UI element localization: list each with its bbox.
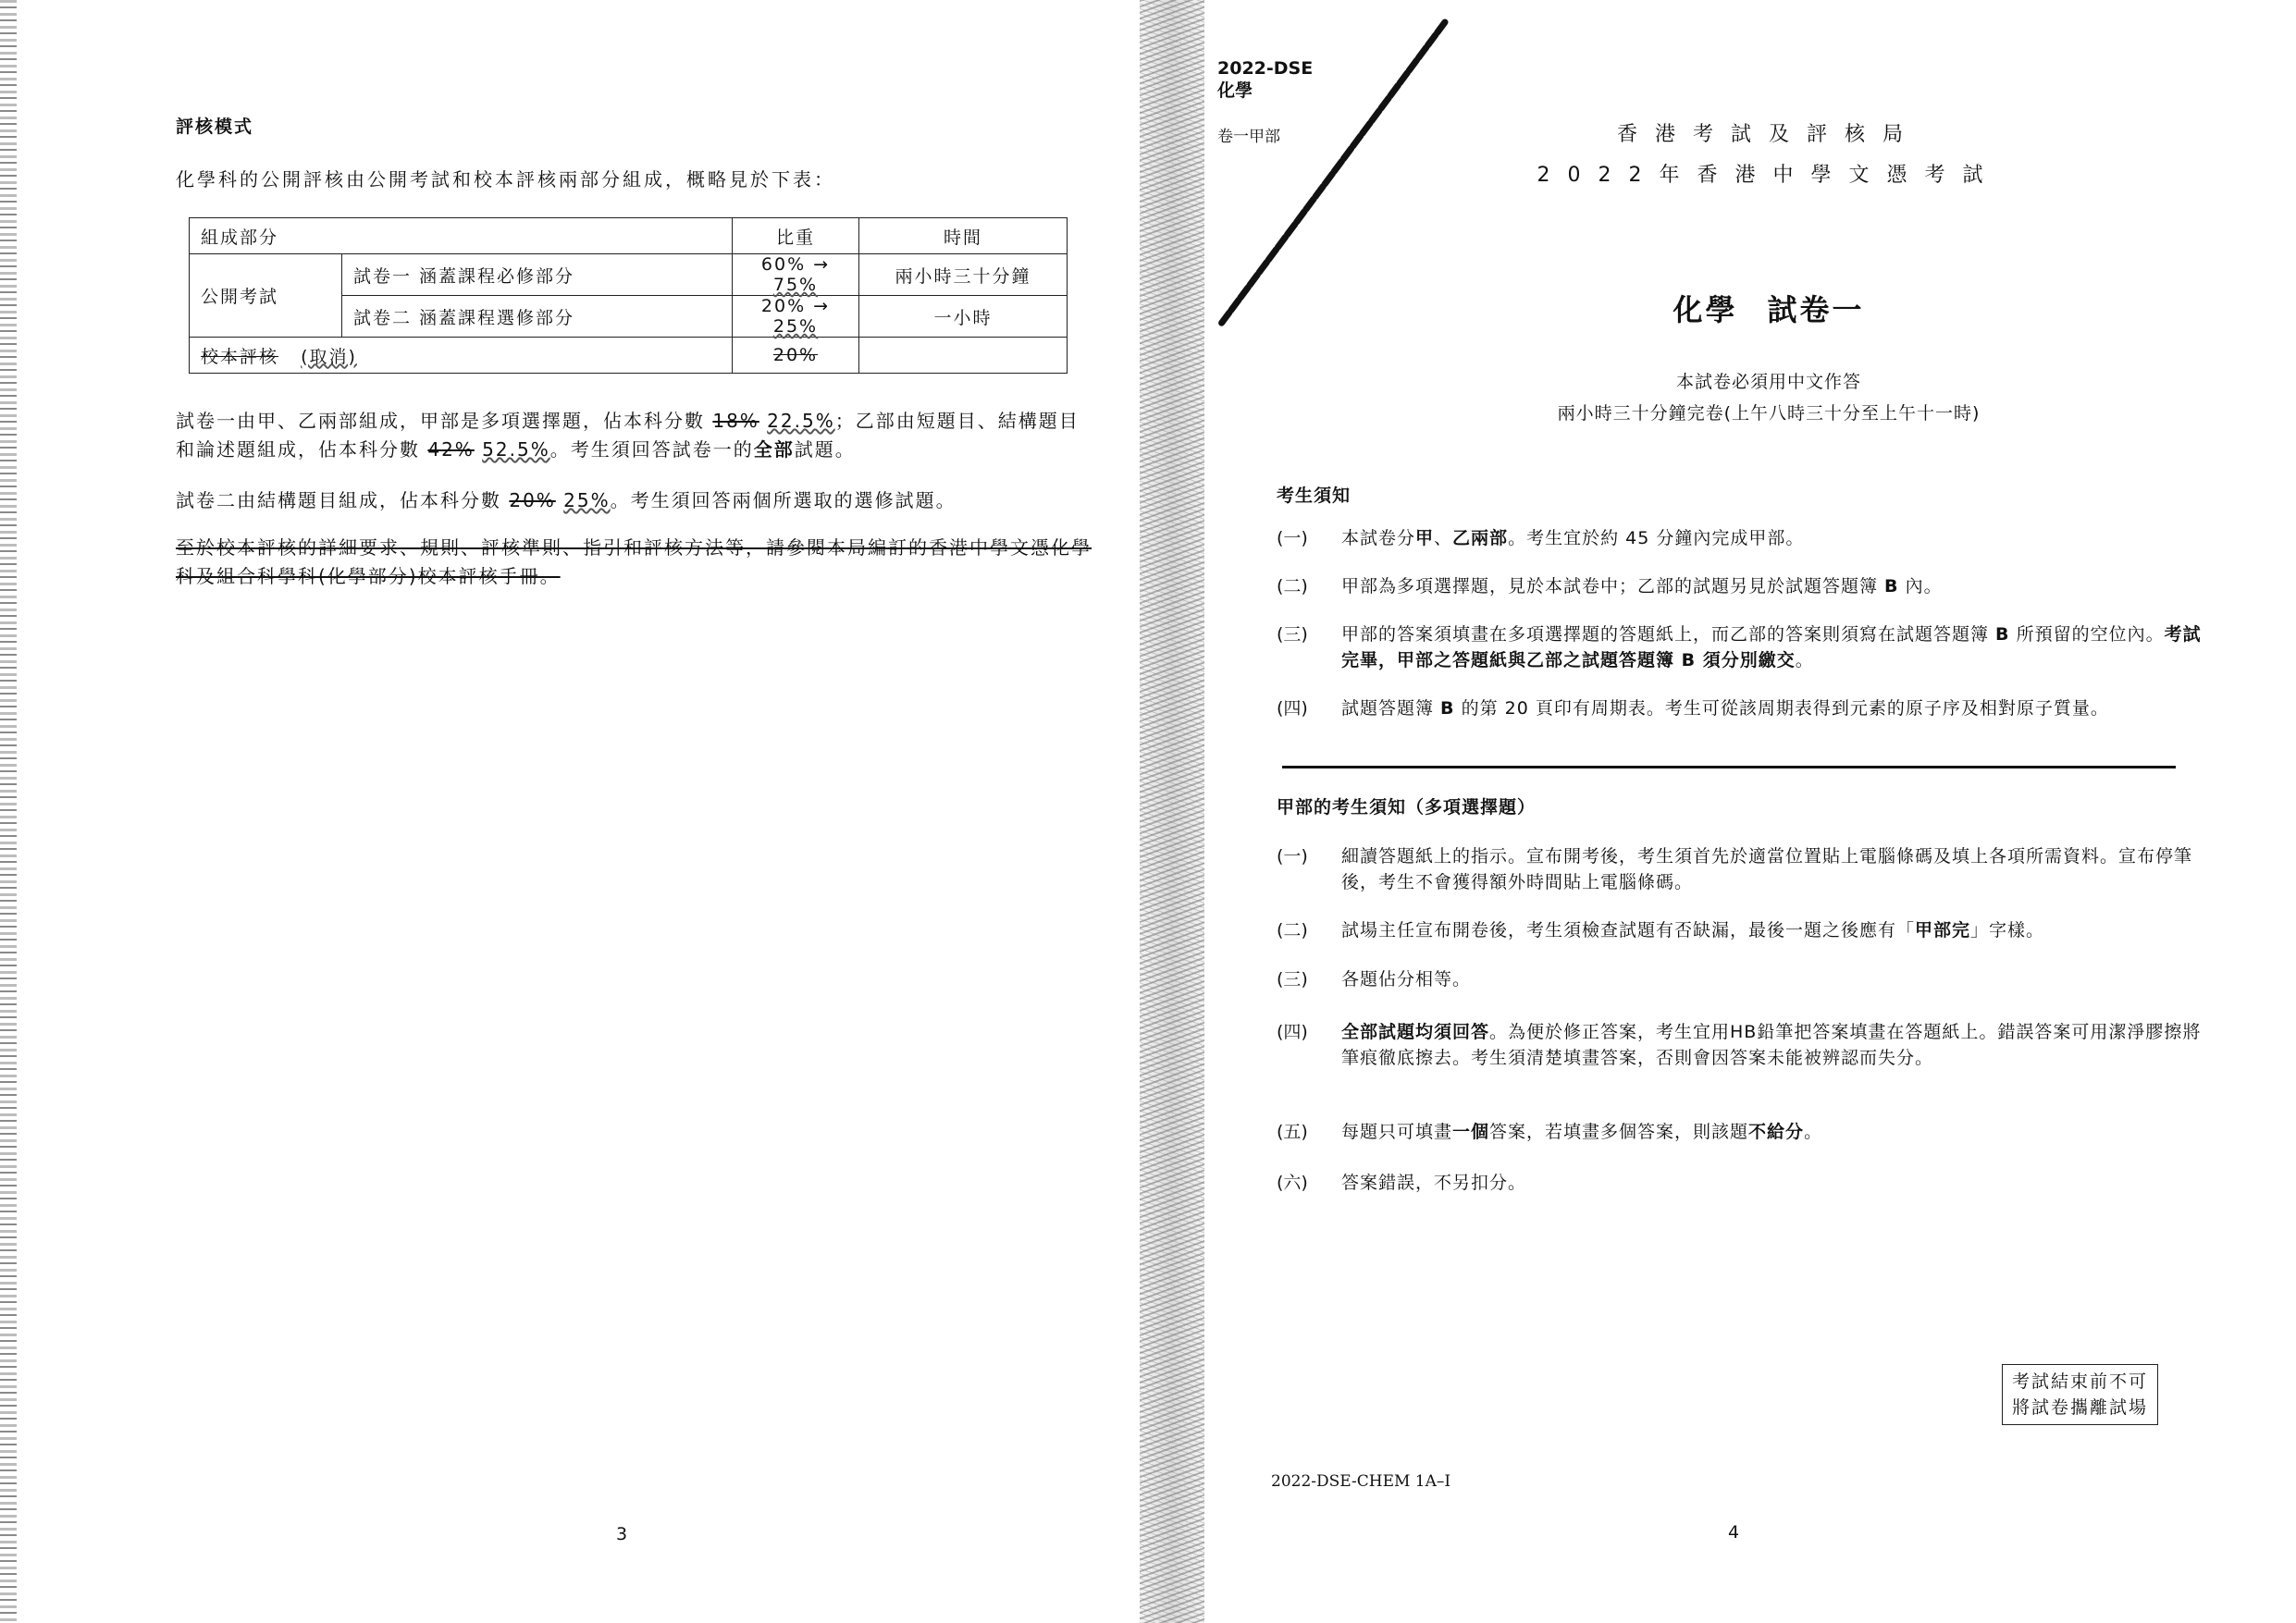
subject-name: 化學	[1673, 292, 1738, 327]
exam-code-block	[1217, 57, 1313, 102]
sba-cancelled: (取消)	[301, 346, 357, 367]
item-text-part: 試題答題簿	[1341, 698, 1441, 719]
authority-name: 香港考試及評核局	[1616, 123, 1920, 146]
right-page	[1204, 0, 2296, 1623]
list-item	[1277, 843, 2202, 895]
item-text-part: 內。	[1898, 576, 1943, 596]
item-text-part: 甲部為多項選擇題，見於本試卷中；乙部的試題另見於試題答題簿	[1341, 576, 1885, 596]
left-page	[17, 0, 1140, 1623]
header-time: 時間	[859, 218, 1068, 254]
para2-text-a: 試卷二由結構題目組成，佔本科分數	[176, 489, 501, 511]
public-exam-cell: 公開考試	[190, 254, 342, 338]
duration-note: 兩小時三十分鐘完卷(上午八時三十分至上午十一時)	[1557, 403, 1981, 424]
item-text-part: 試場主任宣布開卷後，考生須檢查試題有否缺漏，最後一題之後應有「	[1341, 920, 1916, 941]
language-note: 本試卷必須用中文作答	[1675, 372, 1861, 392]
sba-label: 校本評核	[201, 346, 279, 367]
item-text-bold: 甲	[1415, 528, 1435, 548]
para1-bold: 全部	[753, 438, 795, 461]
item-number: (四)	[1277, 698, 1308, 719]
sba-weight-cell	[733, 338, 859, 374]
item-text	[1341, 1019, 2202, 1071]
instructions-heading: 考生須知	[1277, 486, 1352, 506]
list-item	[1277, 966, 2202, 992]
paragraph-sba-struck: 至於校本評核的詳細要求、規則、評核準則、指引和評核方法等，請參閱本局編訂的香港中學文憑化學科及組合科學科(化學部分)校本評核手冊。	[176, 536, 1092, 587]
item-text-part: 各題佔分相等。	[1341, 969, 1472, 990]
para1-new-a: 22.5%	[767, 410, 835, 432]
footer-code: 2022-DSE-CHEM 1A–I	[1271, 1472, 1451, 1491]
item-text-bold: B	[1995, 624, 2010, 645]
item-number: (一)	[1277, 528, 1308, 548]
weight-new: 25%	[772, 316, 819, 337]
list-item	[1277, 573, 2202, 599]
item-text-bold: 全部試題均須回答	[1341, 1022, 1490, 1042]
para1-text-b: ；乙部由短題目、結構題目和論述題組成，佔本科分數	[176, 410, 1080, 461]
item-number: (三)	[1277, 624, 1308, 645]
item-text-bold: 一個	[1452, 1122, 1490, 1142]
paper2-weight: 20% → 25%	[733, 296, 859, 338]
item-text-bold: B	[1884, 576, 1899, 596]
item-number: (五)	[1277, 1122, 1308, 1142]
notice-box	[2002, 1364, 2158, 1425]
notice-line: 將試卷攜離試場	[2012, 1397, 2149, 1418]
item-text-part: 、	[1434, 528, 1453, 548]
item-text-part: 細讀答題紙上的指示。宣布開考後，考生須首先於適當位置貼上電腦條碼及填上各項所需資料。宣布停筆後，考生不會獲得額外時間貼上電腦條碼。	[1341, 846, 2193, 892]
paper1-cell: 試卷一 涵蓋課程必修部分	[342, 254, 733, 296]
sba-cell	[190, 338, 733, 374]
item-text-bold: 考試完畢，甲部之答題紙與乙部之試題答題簿 B 須分別繳交	[1341, 624, 2202, 670]
divider-rule	[1282, 766, 2176, 768]
item-text-part: 甲部的答案須填畫在多項選擇題的答題紙上，而乙部的答案則須寫在試題答題簿	[1341, 624, 1996, 645]
paper2-time: 一小時	[859, 296, 1068, 338]
notice-line: 考試結束前不可	[2012, 1371, 2149, 1392]
paragraph-paper1	[176, 407, 1092, 464]
weight-old: 60%	[760, 254, 807, 275]
list-item	[1277, 1119, 2202, 1145]
para1-text-a: 試卷一由甲、乙兩部組成，甲部是多項選擇題，佔本科分數	[176, 410, 705, 432]
table-header-row	[190, 218, 1068, 254]
sba-weight: 20%	[772, 345, 819, 365]
item-text-part: 答案，若填畫多個答案，則該題	[1489, 1122, 1749, 1142]
item-text-part: 」字樣。	[1970, 920, 2045, 941]
item-text-part: 。考生宜於約 45 分鐘內完成甲部。	[1508, 528, 1805, 548]
item-number: (二)	[1277, 920, 1308, 941]
item-text	[1341, 621, 2202, 673]
item-number: (四)	[1277, 1022, 1308, 1042]
exam-code: 2022-DSE	[1217, 58, 1314, 79]
item-number: (三)	[1277, 969, 1308, 990]
item-text-part: 的第 20 頁印有周期表。考生可從該周期表得到元素的原子序及相對原子質量。	[1454, 698, 2109, 719]
scan-binding-gutter	[1140, 0, 1204, 1623]
item-text	[1341, 525, 2202, 551]
item-text-part: 所預留的空位內。	[2009, 624, 2165, 645]
item-text	[1341, 573, 2202, 599]
page-number-left: 3	[616, 1524, 628, 1544]
item-text-part: 。	[1795, 650, 1814, 670]
item-number: (六)	[1277, 1173, 1308, 1193]
header-component: 組成部分	[190, 218, 733, 254]
item-number: (一)	[1277, 846, 1308, 867]
para2-new: 25%	[563, 489, 611, 511]
intro-text: 化學科的公開評核由公開考試和校本評核兩部分組成，概略見於下表：	[176, 168, 835, 191]
item-text-part: 本試卷分	[1341, 528, 1416, 548]
list-item	[1277, 695, 2202, 721]
page-number-right: 4	[1728, 1522, 1740, 1543]
section-heading: 評核模式	[176, 117, 254, 137]
para1-text-c: 。考生須回答試卷一的	[549, 438, 754, 461]
list-item	[1277, 1170, 2202, 1196]
para1-new-b: 52.5%	[482, 438, 550, 461]
item-text-bold: 不給分	[1748, 1122, 1805, 1142]
header-weight: 比重	[733, 218, 859, 254]
assessment-table	[189, 217, 1068, 374]
para1-old-a: 18%	[712, 410, 759, 432]
item-text-part: 答案錯誤，不另扣分。	[1341, 1173, 1527, 1193]
exam-name: 2022年香港中學文憑考試	[1537, 164, 2001, 187]
section-a-heading: 甲部的考生須知（多項選擇題）	[1277, 797, 1537, 818]
paper1-weight: 60% → 75%	[733, 254, 859, 296]
item-text-bold: 甲部完	[1915, 920, 1971, 941]
subject-title	[1325, 287, 2213, 329]
weight-old: 20%	[760, 296, 807, 316]
item-text	[1341, 843, 2202, 895]
item-text-part: 每題只可填畫	[1341, 1122, 1453, 1142]
sba-time-cell	[859, 338, 1068, 374]
item-text-part: 。	[1804, 1122, 1823, 1142]
paper2-cell: 試卷二 涵蓋課程選修部分	[342, 296, 733, 338]
item-text-part: 。為便於修正答案，考生宜用HB鉛筆把答案填畫在答題紙上。錯誤答案可用潔淨膠擦將筆痕徹底擦去。考生須清楚填畫答案，否則會因答案未能被辨認而失分。	[1341, 1022, 2202, 1068]
item-text	[1341, 1119, 2202, 1145]
para2-text-b: 。考生須回答兩個所選取的選修試題。	[610, 489, 957, 511]
item-number: (二)	[1277, 576, 1308, 596]
list-item	[1277, 1019, 2202, 1071]
paper1-time: 兩小時三十分鐘	[859, 254, 1068, 296]
subject-short: 化學	[1217, 80, 1253, 101]
list-item	[1277, 525, 2202, 551]
para2-old: 20%	[509, 489, 556, 511]
para1-text-d: 試題。	[794, 438, 856, 461]
item-text	[1341, 695, 2202, 721]
item-text-bold: B	[1440, 698, 1455, 719]
item-text	[1341, 917, 2202, 943]
item-text-bold: 乙兩部	[1452, 528, 1509, 548]
list-item	[1277, 917, 2202, 943]
list-item	[1277, 621, 2202, 673]
item-text	[1341, 1170, 2202, 1196]
table-row	[190, 338, 1068, 374]
paper-name: 試卷一	[1767, 292, 1865, 327]
item-text	[1341, 966, 2202, 992]
para1-old-b: 42%	[427, 438, 475, 461]
weight-new: 75%	[772, 275, 819, 295]
paragraph-paper2	[176, 486, 1092, 515]
scan-edge-left	[0, 0, 17, 1623]
table-row	[190, 254, 1068, 296]
section-label: 卷一甲部	[1217, 128, 1280, 146]
